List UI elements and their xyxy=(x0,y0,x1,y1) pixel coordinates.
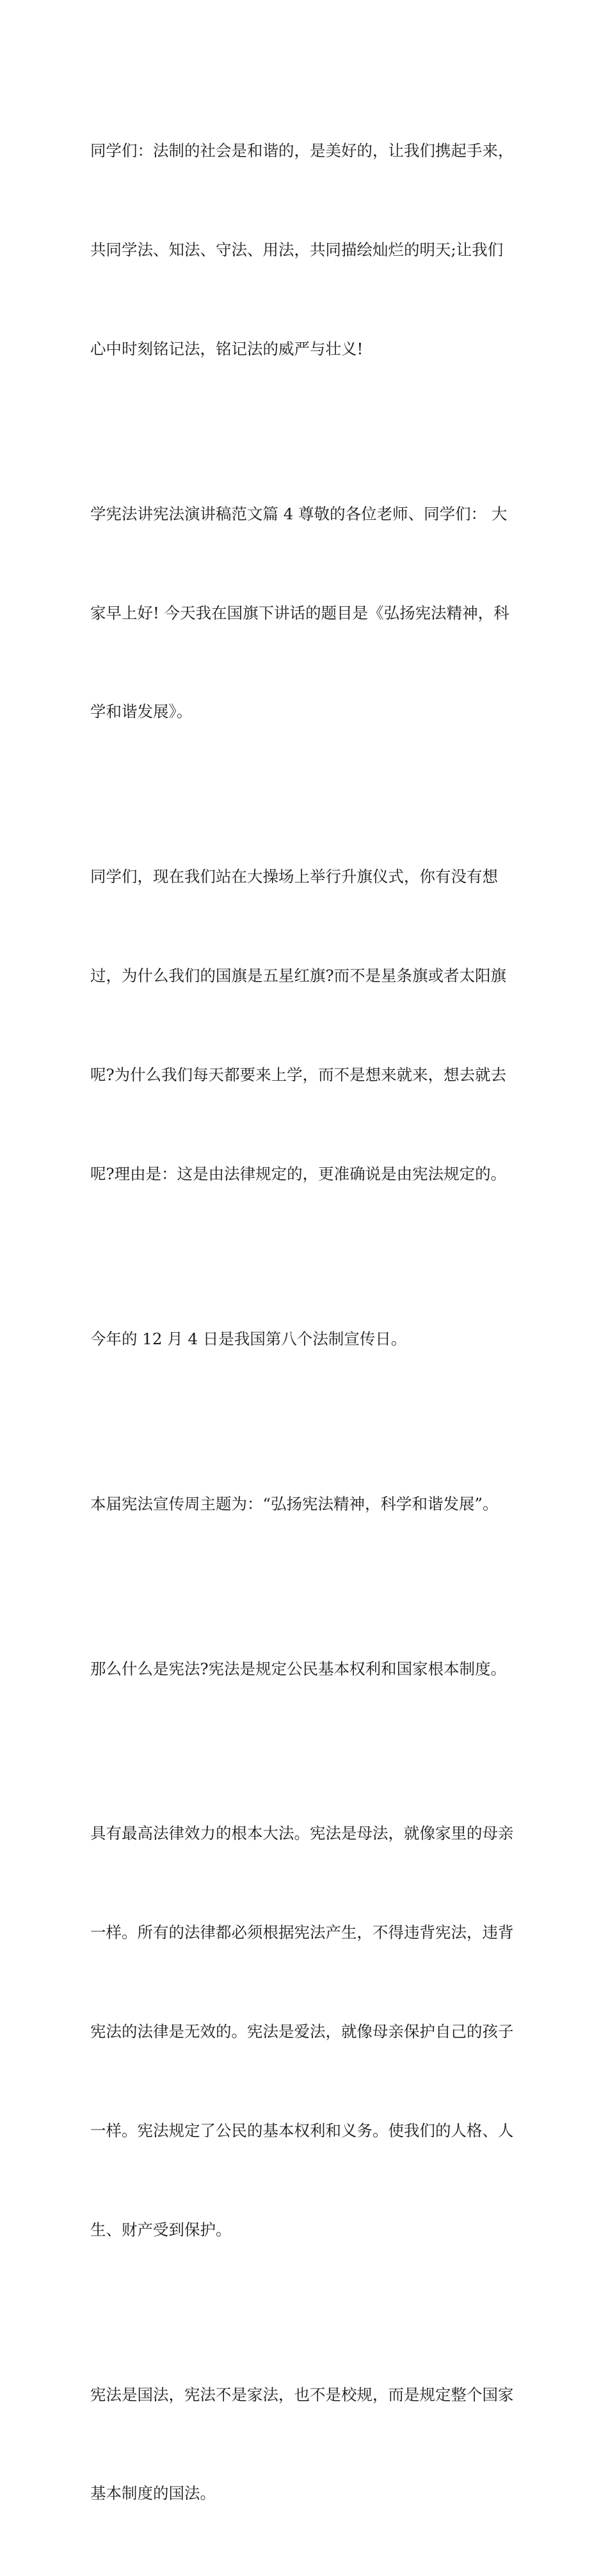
text-line: 那么什么是宪法?宪法是规定公民基本权利和国家根本制度。 xyxy=(90,1659,507,1678)
text-line: 呢?为什么我们每天都要来上学，而不是想来就来，想去就去 xyxy=(90,1065,507,1084)
text-line: 同学们，现在我们站在大操场上举行升旗仪式，你有没有想 xyxy=(90,867,498,886)
paragraph-7 xyxy=(90,1751,520,2312)
text-line: 具有最高法律效力的根本大法。宪法是母法，就像家里的母亲 xyxy=(90,1824,514,1843)
paragraph-6 xyxy=(90,1586,520,1751)
text-line: 宪法的法律是无效的。宪法是爱法，就像母亲保护自己的孩子 xyxy=(90,2022,514,2041)
text-line: 学和谐发展》。 xyxy=(90,702,193,721)
text-line: 家早上好! 今天我在国旗下讲话的题目是《弘扬宪法精神，科 xyxy=(90,603,509,622)
text-line: 基本制度的国法。 xyxy=(90,2484,216,2503)
text-line: 今年的 12 月 4 日是我国第八个法制宣传日。 xyxy=(90,1329,407,1348)
document-body xyxy=(90,68,520,2576)
text-line: 呢?理由是：这是由法律规定的，更准确说是由宪法规定的。 xyxy=(90,1164,507,1183)
text-line: 学宪法讲宪法演讲稿范文篇 4 尊敬的各位老师、同学们： 大 xyxy=(90,504,508,523)
text-line: 本届宪法宣传周主题为：“弘扬宪法精神，科学和谐发展”。 xyxy=(90,1494,499,1513)
paragraph-1 xyxy=(90,68,520,432)
text-line: 宪法是国法，宪法不是家法，也不是校规，而是规定整个国家 xyxy=(90,2385,514,2404)
paragraph-4 xyxy=(90,1256,520,1421)
text-line: 一样。所有的法律都必须根据宪法产生，不得违背宪法，违背 xyxy=(90,1923,514,1942)
paragraph-5 xyxy=(90,1421,520,1586)
paragraph-3 xyxy=(90,794,520,1256)
paragraph-8 xyxy=(90,2312,520,2576)
text-line: 同学们：法制的社会是和谐的，是美好的，让我们携起手来， xyxy=(90,141,514,161)
text-line: 生、财产受到保护。 xyxy=(90,2220,232,2239)
text-line: 一样。宪法规定了公民的基本权利和义务。使我们的人格、人 xyxy=(90,2121,514,2140)
text-line: 过，为什么我们的国旗是五星红旗?而不是星条旗或者太阳旗 xyxy=(90,966,507,986)
text-line: 共同学法、知法、守法、用法，共同描绘灿烂的明天;让我们 xyxy=(90,240,504,259)
text-line: 心中时刻铭记法，铭记法的威严与壮义! xyxy=(90,339,364,358)
paragraph-2 xyxy=(90,432,520,795)
